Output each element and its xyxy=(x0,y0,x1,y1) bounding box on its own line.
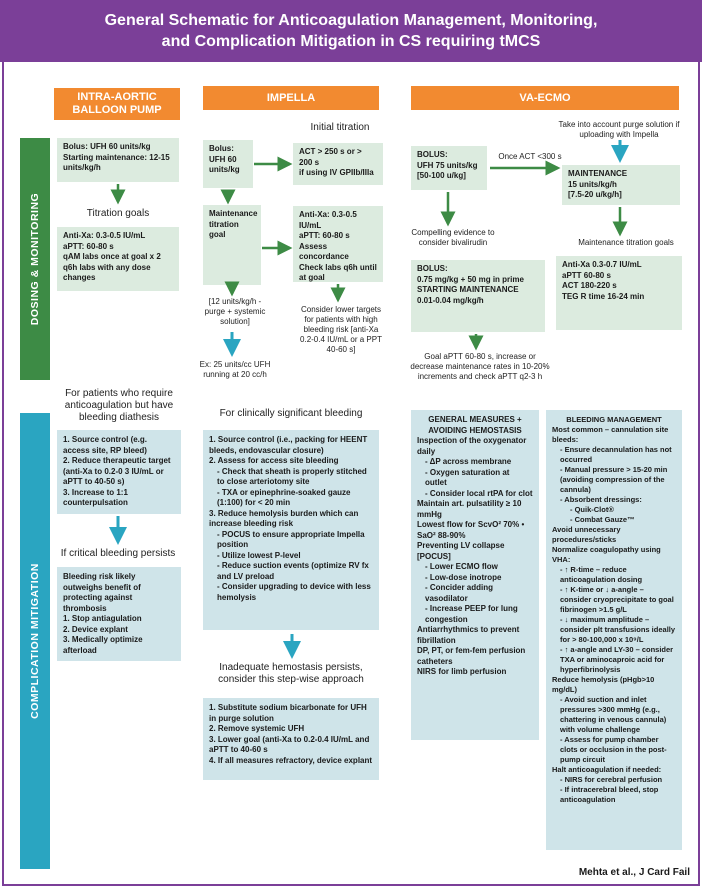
ecmo-bleeding-line: - ↓ maximum amplitude – consider plt transfusions ideally for > 80-100,000 x 10⁹/L xyxy=(560,615,676,644)
iabp-titration-line: aPTT: 60-80 s xyxy=(63,241,114,251)
ecmo-bleeding-line: - Assess for pump chamber clots or occlusion in the post-pump circuit xyxy=(560,735,667,764)
impella-act-line: if using IV GPIIb/IIIa xyxy=(299,168,374,177)
ecmo-biv-line: 0.75 mg/kg + 50 mg in prime xyxy=(417,274,524,284)
impella-example-note: Ex: 25 units/cc UFH running at 20 cc/h xyxy=(199,360,271,379)
ecmo-maint-line: MAINTENANCE xyxy=(568,169,628,178)
impella-antixa-line: Check labs q6h until at goal xyxy=(299,262,377,282)
ecmo-bleeding-line: - ↑ K-time or ↓ a-angle – consider cryoprecipitate to goal fibrinogen >1.5 g/L xyxy=(560,585,674,614)
impella-stepwise-line: 3. Lower goal (anti-Xa to 0.2-0.4 IU/mL and aPTT to 40-60 s xyxy=(209,734,370,754)
ecmo-general-line: NIRS for limb perfusion xyxy=(417,667,507,676)
ecmo-purge-note: Take into account purge solution if uploading with Impella xyxy=(558,120,680,139)
ecmo-general-line: - Consider local rtPA for clot xyxy=(425,488,533,498)
ecmo-bleeding-line: - Ensure decannulation has not occurred xyxy=(560,445,672,464)
iabp-persists-line: Bleeding risk likely outweighs benefit of protecting against thrombosis xyxy=(63,572,141,613)
ecmo-bleeding-line: Reduce hemolysis (pHgb>10 mg/dL) xyxy=(552,675,655,694)
ecmo-bleeding-line: - Combat Gauze™ xyxy=(570,515,635,524)
ecmo-bolus-line: UFH 75 units/kg xyxy=(417,160,478,170)
impella-stepwise-line: 4. If all measures refractory, device explant xyxy=(209,755,373,765)
impella-bleeding-line: - TXA or epinephrine-soaked gauze (1:100) for < 20 min xyxy=(217,487,351,507)
ecmo-general-title: GENERAL MEASURES + AVOIDING HEMOSTASIS xyxy=(428,415,522,435)
impella-bleeding-line: 2. Assess for access site bleeding xyxy=(209,456,339,465)
impella-initial-titration: Initial titration xyxy=(310,122,370,133)
impella-antixa-line: aPTT: 60-80 s xyxy=(299,231,350,240)
ecmo-bleeding-line: - ↑ R-time – reduce anticoagulation dosing xyxy=(560,565,643,584)
title-line-2: and Complication Mitigation in CS requiring tMCS xyxy=(161,33,541,50)
ecmo-biv-line: 0.01-0.04 mg/kg/h xyxy=(417,295,484,305)
ecmo-goals-line: ACT 180-220 s xyxy=(562,281,617,290)
impella-inadequate-label: Inadequate hemostasis persists, consider this step-wise approach xyxy=(218,662,364,685)
ecmo-once-act: Once ACT <300 s xyxy=(498,152,562,161)
ecmo-goals-line: aPTT 60-80 s xyxy=(562,270,611,280)
iabp-persists-line: 1. Stop antiagulation xyxy=(63,614,142,623)
ecmo-maint-line: 15 units/kg/h xyxy=(568,179,617,189)
ecmo-bolus-line: BOLUS: xyxy=(417,150,448,159)
ecmo-maint-goals: Maintenance titration goals xyxy=(578,238,674,247)
iabp-bleeding-label: For patients who require anticoagulation but have bleeding diathesis xyxy=(64,388,174,423)
ecmo-general-line: DP, PT, or fem-fem perfusion catheters xyxy=(417,646,526,666)
iabp-bleeding-line: 2. Reduce therapeutic target (anti-Xa to 0.2-0 3 IU/mL or aPTT to 40-50 s) xyxy=(63,456,171,486)
ecmo-bleeding-line: - Absorbent dressings: xyxy=(560,495,642,504)
ecmo-biv-line: BOLUS: xyxy=(417,264,448,273)
iabp-persists-line: 2. Device explant xyxy=(63,624,128,634)
impella-maint-line: titration goal xyxy=(209,219,239,239)
iabp-titration-line: qAM labs once at goal x 2 xyxy=(63,252,161,261)
impella-bleeding-line: - Utilize lowest P-level xyxy=(217,550,301,560)
impella-act-line: ACT > 250 s or > 200 s xyxy=(299,147,362,167)
impella-bleeding-line: - Reduce suction events (optimize RV fx and LV preload xyxy=(217,561,369,581)
ecmo-bleeding-line: - If intracerebral bleed, stop anticoagulation xyxy=(560,785,659,804)
iabp-persists-line: 3. Medically optimize afterload xyxy=(63,635,143,655)
iabp-bleeding-line: 3. Increase to 1:1 counterpulsation xyxy=(63,487,128,507)
impella-bleeding-line: - POCUS to ensure appropriate Impella position xyxy=(217,529,365,549)
ecmo-bleeding-line: - NIRS for cerebral perfusion xyxy=(560,775,663,784)
iabp-dosing-line: Starting maintenance: 12-15 units/kg/h xyxy=(63,152,170,172)
iabp-titration-label: Titration goals xyxy=(86,208,150,219)
ecmo-general-line: - Low-dose inotrope xyxy=(425,572,502,582)
ecmo-general-line: - Oxygen saturation at outlet xyxy=(425,467,510,487)
ecmo-maint-line: [7.5-20 u/kg/h] xyxy=(568,190,622,199)
iabp-dosing-line: Bolus: UFH 60 units/kg xyxy=(63,142,151,151)
ecmo-goals-line: TEG R time 16-24 min xyxy=(562,291,645,301)
ecmo-bleeding-line: - Avoid suction and inlet pressures >300 mmHg (e.g., chattering in venous cannula) with volume challenge xyxy=(560,695,667,734)
ecmo-general-line: - Concider adding vasodilator xyxy=(425,583,493,603)
impella-bleeding-line: 1. Source control (i.e., packing for HEENT bleeds, endovascular closure) xyxy=(209,435,368,455)
iabp-persists-label: If critical bleeding persists xyxy=(60,548,176,559)
ecmo-general-line: - ΔP across membrane xyxy=(425,457,512,466)
ecmo-general-line: Maintain art. pulsatility ≥ 10 mmHg xyxy=(417,499,522,519)
impella-antixa-line: Assess concordance xyxy=(299,241,349,261)
ecmo-bleeding-line: Avoid unnecessary procedures/sticks xyxy=(552,525,621,544)
column-header-ecmo: VA-ECMO xyxy=(411,86,679,110)
ecmo-bleeding-line: - Quik-Clot® xyxy=(570,505,614,514)
impella-stepwise-line: 1. Substitute sodium bicarbonate for UFH in purge solution xyxy=(209,703,367,723)
impella-bolus-line: UFH 60 xyxy=(209,154,237,164)
ecmo-bleeding-line: Halt anticoagulation if needed: xyxy=(552,765,662,774)
ecmo-bleeding-line: Normalize coagulopathy using VHA: xyxy=(552,545,661,564)
column-header-impella: IMPELLA xyxy=(203,86,379,110)
title-line-1: General Schematic for Anticoagulation Management, Monitoring, xyxy=(104,12,598,29)
sidebar-dosing-label: DOSING & MONITORING xyxy=(29,192,41,326)
impella-maint-line: Maintenance xyxy=(209,209,258,218)
impella-bleeding-line: 3. Reduce hemolysis burden which can increase bleeding risk xyxy=(209,508,359,528)
ecmo-general-line: Preventing LV collapse [POCUS] xyxy=(417,541,505,561)
impella-purge-note: [12 units/kg/h - purge + systemic solution] xyxy=(204,297,266,326)
impella-bleeding-line: - Consider upgrading to device with less hemolysis xyxy=(217,582,371,602)
citation-text: Mehta et al., J Card Fail xyxy=(578,867,690,878)
impella-bolus-line: units/kg xyxy=(209,165,240,174)
ecmo-bleeding-line: Most common – cannulation site bleeds: xyxy=(552,425,669,444)
ecmo-goal-note: Goal aPTT 60-80 s, increase or decrease maintenance rates in 10-20% increments and check aPTT q2-3 h xyxy=(410,352,550,381)
ecmo-bleeding-line: - Manual pressure > 15-20 min (avoiding compression of the cannula) xyxy=(560,465,668,494)
iabp-titration-line: q6h labs with any dose changes xyxy=(63,262,151,282)
impella-bolus-line: Bolus: xyxy=(209,144,234,153)
sidebar-complication-label: COMPLICATION MITIGATION xyxy=(29,563,42,719)
ecmo-general-line: Lowest flow for ScvO² 70% • SaO² 88-90% xyxy=(417,520,525,540)
ecmo-biv-line: STARTING MAINTENANCE xyxy=(417,285,519,294)
ecmo-bleeding-line: - ↑ a-angle and LY-30 – consider TXA or aminocaproic acid for hyperfibrinolysis xyxy=(560,645,674,674)
impella-bleeding-line: - Check that sheath is properly stitched to close arteriotomy site xyxy=(217,466,367,486)
ecmo-goals-line: Anti-Xa 0.3-0.7 IU/mL xyxy=(562,260,642,269)
iabp-bleeding-line: 1. Source control (e.g. access site, RP bleed) xyxy=(63,435,148,455)
column-header-iabp: INTRA-AORTIC BALLOON PUMP xyxy=(54,88,180,120)
ecmo-general-line: - Lower ECMO flow xyxy=(425,562,498,571)
ecmo-general-line: - Increase PEEP for lung congestion xyxy=(425,604,518,624)
citation xyxy=(579,867,690,878)
impella-antixa-line: Anti-Xa: 0.3-0.5 IU/mL xyxy=(299,210,357,230)
ecmo-bleeding-title: BLEEDING MANAGEMENT xyxy=(566,415,662,424)
ecmo-bolus-line: [50-100 u/kg] xyxy=(417,171,466,180)
impella-bleeding-label: For clinically significant bleeding xyxy=(219,408,363,419)
ecmo-bivalirudin-note: Compelling evidence to consider bivalirudin xyxy=(411,228,495,247)
impella-lower-targets: Consider lower targets for patients with high bleeding risk [anti-Xa 0.2-0.4 IU/mL or a PPT 40-60 s] xyxy=(300,305,382,354)
impella-stepwise-line: 2. Remove systemic UFH xyxy=(209,724,305,733)
ecmo-general-line: Inspection of the oxygenator daily xyxy=(417,436,527,456)
iabp-titration-line: Anti-Xa: 0.3-0.5 IU/mL xyxy=(63,231,146,240)
ecmo-general-line: Antiarrhythmics to prevent fibrillation xyxy=(417,625,520,645)
